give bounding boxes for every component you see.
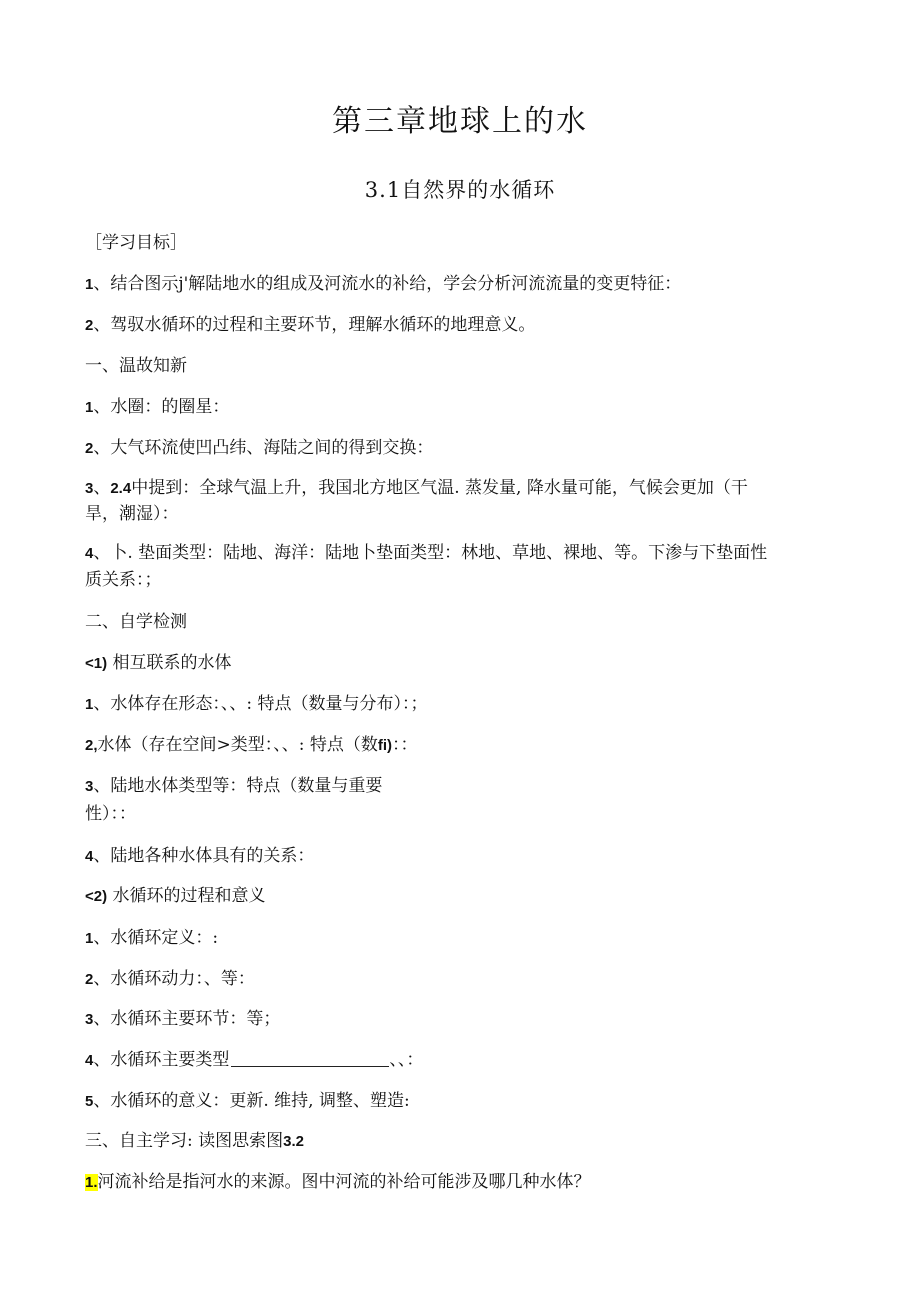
list-item — [85, 731, 860, 760]
item-text: 、、： — [389, 1050, 424, 1070]
section-header — [85, 1127, 860, 1156]
list-item — [85, 393, 860, 422]
list-item — [85, 690, 860, 719]
question-text: 河流补给是指河水的来源。图中河流的补给可能涉及哪几种水体？ — [97, 1172, 591, 1192]
subsection-header — [85, 649, 860, 678]
item-number: 2, — [85, 737, 98, 754]
item-text: 、陆地各种水体具有的关系： — [93, 846, 315, 866]
item-number: 2 — [85, 440, 94, 457]
list-item-continuation: 性）：： — [85, 804, 136, 824]
subsection-label: <2) — [85, 888, 108, 905]
item-number: 1 — [85, 930, 94, 947]
fill-in-blank[interactable] — [231, 1048, 389, 1067]
subsection-title: 水循环的过程和意义 — [107, 886, 266, 906]
item-text-bold: fi) — [377, 737, 393, 754]
subsection-label: <1) — [85, 655, 108, 672]
question-number: 1. — [85, 1174, 98, 1191]
item-text: 、 — [93, 478, 111, 498]
objectives-header: ［学习目标］ — [85, 233, 187, 253]
item-number: 1 — [85, 696, 94, 713]
item-text: 、水循环主要环节：等； — [93, 1009, 281, 1029]
section-header: 一、温故知新 — [85, 356, 187, 376]
item-text: 、水圈：的圈星： — [93, 397, 230, 417]
page-title: 第三章地球上的水 — [332, 104, 588, 139]
section-subtitle: 3.1自然界的水循环 — [364, 178, 556, 202]
list-item — [85, 1046, 860, 1075]
item-number: 4 — [85, 848, 94, 865]
list-item — [85, 965, 860, 994]
objective-item — [85, 270, 860, 299]
item-number: 4 — [85, 1052, 94, 1069]
item-text: ：： — [392, 735, 418, 755]
item-text: 、水循环定义：: — [93, 928, 219, 948]
section-header: 二、自学检测 — [85, 612, 187, 632]
list-item-continuation: 质关系：； — [85, 570, 162, 590]
list-item — [85, 474, 860, 503]
list-item — [85, 539, 860, 568]
item-text: 、水循环动力：、等： — [93, 969, 255, 989]
item-text: 水体（存在空间>类型：、、: 特点（数 — [97, 735, 378, 755]
item-text: 、水循环的意义：更新. 维持, 调整、塑造: — [93, 1091, 410, 1111]
item-number: 5 — [85, 1093, 94, 1110]
item-text: 、陆地水体类型等：特点（数量与重要 — [93, 776, 383, 796]
list-item — [85, 924, 860, 953]
item-number: 2 — [85, 971, 94, 988]
item-text: 、卜. 垫面类型：陆地、海洋：陆地卜垫面类型：林地、草地、裸地、等。下渗与下垫面性 — [93, 543, 768, 563]
item-text: 、水循环主要类型 — [93, 1050, 230, 1070]
item-number: 2 — [85, 317, 94, 334]
item-number: 3 — [85, 480, 94, 497]
item-number: 3 — [85, 778, 94, 795]
item-text: 、结合图示j'解陆地水的组成及河流水的补给，学会分析河流流量的变更特征： — [93, 274, 682, 294]
list-item — [85, 842, 860, 871]
item-number: 4 — [85, 545, 94, 562]
figure-number: 3.2 — [283, 1133, 304, 1150]
subsection-header — [85, 882, 860, 911]
item-number: 2.4 — [110, 480, 132, 497]
objective-item — [85, 311, 860, 340]
section-header-text: 三、自主学习: 读图思索图 — [85, 1131, 284, 1151]
list-item — [85, 434, 860, 463]
item-number: 1 — [85, 399, 94, 416]
item-text: 、驾驭水循环的过程和主要环节，理解水循环的地理意义。 — [93, 315, 536, 335]
list-item — [85, 1087, 860, 1116]
item-text: 、水体存在形态：、、: 特点（数量与分布）：； — [93, 694, 428, 714]
subsection-title: 相互联系的水体 — [107, 653, 232, 673]
question-item — [85, 1168, 860, 1197]
list-item — [85, 1005, 860, 1034]
list-item-continuation: 旱，潮湿）： — [85, 504, 179, 524]
item-text: 中提到：全球气温上升，我国北方地区气温. 蒸发量, 降水量可能，气候会更加（干 — [131, 478, 748, 498]
list-item — [85, 772, 860, 801]
item-text: 、大气环流使凹凸纬、海陆之间的得到交换： — [93, 438, 434, 458]
item-number: 3 — [85, 1011, 94, 1028]
item-number: 1 — [85, 276, 94, 293]
